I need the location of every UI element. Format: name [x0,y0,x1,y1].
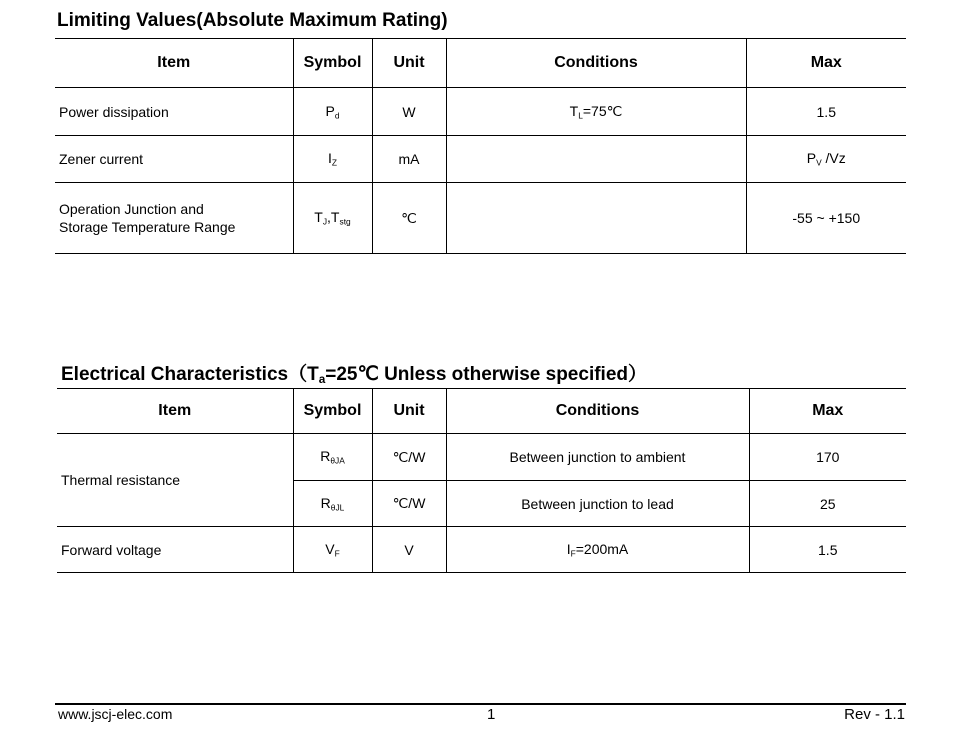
unit-cell: ℃ [372,183,446,254]
symbol-a: T [314,209,323,226]
cond-rest: =200mA [575,540,629,557]
electrical-characteristics-title [61,359,647,386]
max-rest: /Vz [821,150,846,167]
conditions-cell [446,183,746,254]
symbol-sep: ,T [327,209,340,226]
header-max: Max [746,39,906,88]
max-cell: 170 [749,434,906,481]
conditions-cell: Between junction to lead [446,481,749,527]
table-row [57,527,906,573]
item-cell: Forward voltage [57,527,293,573]
title-sub: a [318,372,326,386]
cond-rest: =75℃ [582,102,623,119]
footer-website[interactable]: www.jscj-elec.com [58,706,173,722]
item-cell: Zener current [55,136,293,183]
cond-sub: L [578,110,583,121]
symbol-main: R [320,448,331,465]
cond-main: I [566,540,571,557]
header-conditions: Conditions [446,389,749,434]
symbol-main: V [325,540,335,557]
symbol-sub: d [334,110,340,121]
item-cell: Power dissipation [55,88,293,136]
symbol-a-sub: J [322,216,328,227]
unit-cell: ℃/W [372,434,446,481]
header-item: Item [55,39,293,88]
title-pre: Electrical Characteristics（T [61,364,319,385]
max-cell [746,136,906,183]
symbol-b-sub: stg [339,216,351,227]
item-cell: Thermal resistance [57,434,293,527]
header-unit: Unit [372,39,446,88]
item-line-1: Operation Junction and [59,201,204,217]
symbol-sub: θJL [330,502,345,513]
table-row [55,88,906,136]
header-symbol: Symbol [293,39,372,88]
header-item: Item [57,389,293,434]
unit-cell: ℃/W [372,481,446,527]
footer-page-number: 1 [487,706,496,723]
header-conditions: Conditions [446,39,746,88]
symbol-cell [293,136,372,183]
symbol-main: R [320,494,331,511]
symbol-cell [293,88,372,136]
symbol-sub: Z [331,157,337,168]
symbol-cell [293,527,372,573]
item-cell [55,183,293,254]
max-sub: V [816,157,822,168]
symbol-cell [293,183,372,254]
symbol-main: I [327,150,332,167]
unit-cell: V [372,527,446,573]
cond-main: T [569,102,579,119]
conditions-cell [446,527,749,573]
conditions-cell [446,136,746,183]
unit-cell: mA [372,136,446,183]
conditions-cell [446,88,746,136]
footer-divider [55,703,906,705]
electrical-characteristics-table [57,388,906,573]
max-cell: 1.5 [746,88,906,136]
max-main: P [806,150,817,167]
table-row [55,183,906,254]
symbol-main: P [325,102,335,119]
table-header-row [57,389,906,434]
item-line-2: Storage Temperature Range [59,219,236,235]
table-row [57,434,906,481]
limiting-values-title: Limiting Values(Absolute Maximum Rating) [57,10,448,31]
symbol-sub: F [334,548,340,559]
unit-cell: W [372,88,446,136]
symbol-cell [293,434,372,481]
header-symbol: Symbol [293,389,372,434]
header-max: Max [749,389,906,434]
header-unit: Unit [372,389,446,434]
title-post: =25℃ Unless otherwise specified） [325,364,648,385]
cond-sub: F [570,548,576,559]
table-header-row [55,39,906,88]
symbol-cell [293,481,372,527]
footer-revision: Rev - 1.1 [844,706,905,723]
max-cell: -55 ~ +150 [746,183,906,254]
symbol-sub: θJA [330,455,345,466]
conditions-cell: Between junction to ambient [446,434,749,481]
table-row [55,136,906,183]
limiting-values-table [55,38,906,254]
max-cell: 1.5 [749,527,906,573]
max-cell: 25 [749,481,906,527]
